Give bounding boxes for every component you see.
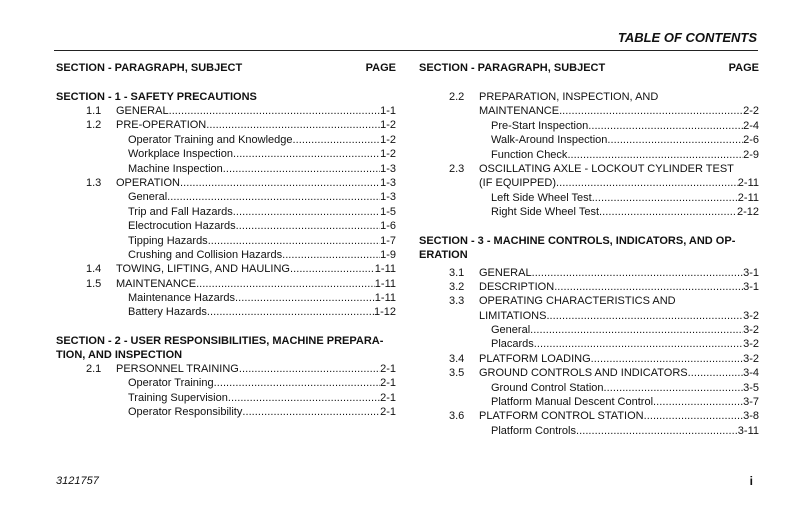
entry-page: 1-3 xyxy=(380,191,396,204)
toc-entry[interactable] xyxy=(419,337,759,351)
entry-page: 2-1 xyxy=(380,406,396,419)
toc-entry[interactable] xyxy=(56,205,396,219)
section-1-heading: SECTION - 1 - SAFETY PRECAUTIONS xyxy=(56,91,257,103)
toc-entry[interactable] xyxy=(419,352,759,366)
toc-entry[interactable] xyxy=(419,366,759,380)
entry-title: PRE-OPERATION xyxy=(116,119,207,132)
entry-page: 2-2 xyxy=(743,105,759,118)
entry-page: 1-6 xyxy=(380,220,396,233)
entry-title: OSCILLATING AXLE - LOCKOUT CYLINDER TEST xyxy=(479,162,734,175)
column-page-label: PAGE xyxy=(365,62,396,74)
entry-title: Workplace Inspection xyxy=(128,148,233,161)
entry-page: 2-1 xyxy=(380,377,396,390)
entry-title: Walk-Around Inspection xyxy=(491,134,608,147)
toc-entry[interactable] xyxy=(419,104,759,118)
entry-page: 2-4 xyxy=(743,119,759,132)
entry-number: 1.3 xyxy=(86,176,102,189)
entry-title: Operator Training xyxy=(128,377,214,390)
section-2-entries xyxy=(56,362,396,420)
section-3-heading-line2: ERATION xyxy=(419,248,468,261)
toc-entry[interactable] xyxy=(56,190,396,204)
entry-title: Pre-Start Inspection xyxy=(491,119,589,132)
entry-page: 3-2 xyxy=(743,338,759,351)
entry-title: GENERAL xyxy=(479,266,532,279)
toc-right-column xyxy=(419,62,759,438)
column-header xyxy=(419,62,759,76)
section-3-entries xyxy=(419,266,759,439)
entry-number: 3.4 xyxy=(449,352,465,365)
section-1-entries xyxy=(56,104,396,320)
entry-page: 3-1 xyxy=(743,280,759,293)
toc-entry[interactable] xyxy=(419,381,759,395)
section-2-heading xyxy=(56,334,396,362)
entry-title: DESCRIPTION xyxy=(479,280,555,293)
toc-entry[interactable] xyxy=(56,362,396,376)
entry-number: 1.1 xyxy=(86,105,102,117)
entry-title: Machine Inspection xyxy=(128,162,223,175)
toc-entry[interactable] xyxy=(419,162,759,176)
entry-page: 1-11 xyxy=(374,277,396,290)
entry-title: General xyxy=(128,191,168,204)
toc-entry[interactable] xyxy=(56,277,396,291)
toc-entry[interactable] xyxy=(56,405,396,419)
entry-page: 1-5 xyxy=(380,205,396,218)
entry-title: OPERATION xyxy=(116,176,180,189)
section-3-heading-line1: SECTION - 3 - MACHINE CONTROLS, INDICATORS, AND OP- xyxy=(419,234,736,247)
column-subject-label: SECTION - PARAGRAPH, SUBJECT xyxy=(56,62,243,74)
toc-entry[interactable] xyxy=(419,148,759,162)
entry-page: 3-7 xyxy=(743,396,759,409)
entry-number: 3.6 xyxy=(449,410,465,423)
toc-entry[interactable] xyxy=(419,90,759,104)
entry-title: Ground Control Station xyxy=(491,381,604,394)
entry-number: 2.2 xyxy=(449,91,465,103)
entry-page: 2-1 xyxy=(380,391,396,404)
entry-page: 3-4 xyxy=(743,367,759,380)
entry-title: (IF EQUIPPED) xyxy=(479,177,557,190)
entry-number: 1.4 xyxy=(86,263,102,276)
entry-page: 1-1 xyxy=(380,105,396,117)
entry-title: GENERAL xyxy=(116,105,169,117)
entry-page: 1-3 xyxy=(380,162,396,175)
section-2-heading-line1: SECTION - 2 - USER RESPONSIBILITIES, MACHINE PREPARA- xyxy=(56,334,384,347)
toc-entry[interactable] xyxy=(56,162,396,176)
entry-page: 1-9 xyxy=(380,248,396,261)
entry-page: 1-11 xyxy=(374,292,396,305)
entry-title: PERSONNEL TRAINING xyxy=(116,362,239,375)
entry-title: Crushing and Collision Hazards xyxy=(128,248,283,261)
entry-title: MAINTENANCE xyxy=(479,105,560,118)
entry-title: Electrocution Hazards xyxy=(128,220,236,233)
toc-entry[interactable] xyxy=(56,391,396,405)
page-header-title: TABLE OF CONTENTS xyxy=(617,30,757,45)
entry-number: 2.3 xyxy=(449,162,465,175)
toc-left-column xyxy=(56,62,396,419)
toc-entry[interactable] xyxy=(419,424,759,438)
entry-page: 3-1 xyxy=(743,266,759,279)
toc-entry[interactable] xyxy=(56,104,396,118)
toc-entry[interactable] xyxy=(419,395,759,409)
entry-page: 2-12 xyxy=(736,206,759,219)
toc-entry[interactable] xyxy=(56,118,396,132)
toc-entry[interactable] xyxy=(56,176,396,190)
toc-entry[interactable] xyxy=(419,309,759,323)
entry-title: PLATFORM CONTROL STATION xyxy=(479,410,644,423)
entry-page: 1-7 xyxy=(380,234,396,247)
toc-entry[interactable] xyxy=(419,280,759,294)
toc-entry[interactable] xyxy=(56,234,396,248)
entry-page: 2-9 xyxy=(743,148,759,161)
column-page-label: PAGE xyxy=(728,62,759,74)
entry-title: Function Check xyxy=(491,148,568,161)
toc-entry[interactable] xyxy=(56,305,396,319)
entry-title: OPERATING CHARACTERISTICS AND xyxy=(479,295,676,308)
toc-entry[interactable] xyxy=(56,248,396,262)
entry-title: PLATFORM LOADING xyxy=(479,352,591,365)
toc-entry[interactable] xyxy=(419,409,759,423)
entry-page: 1-2 xyxy=(380,148,396,161)
entry-title: Maintenance Hazards xyxy=(128,292,236,305)
entry-title: Operator Responsibility xyxy=(128,406,243,419)
section-2-continued-entries xyxy=(419,90,759,220)
entry-page: 1-11 xyxy=(374,263,396,276)
entry-title: Platform Controls xyxy=(491,424,576,437)
entry-number: 3.3 xyxy=(449,295,465,308)
toc-entry[interactable] xyxy=(56,147,396,161)
toc-entry[interactable] xyxy=(419,176,759,190)
entry-title: Trip and Fall Hazards xyxy=(128,205,233,218)
toc-entry[interactable] xyxy=(56,133,396,147)
entry-title: GROUND CONTROLS AND INDICATORS xyxy=(479,367,688,380)
toc-entry[interactable] xyxy=(56,262,396,276)
entry-page: 2-6 xyxy=(743,134,759,147)
entry-page: 1-3 xyxy=(380,176,396,189)
header-rule xyxy=(54,50,758,51)
entry-title: Right Side Wheel Test xyxy=(491,206,600,219)
entry-title: PREPARATION, INSPECTION, AND xyxy=(479,91,659,103)
entry-title: Placards xyxy=(491,338,534,351)
toc-entry[interactable] xyxy=(56,376,396,390)
toc-entry[interactable] xyxy=(419,266,759,280)
entry-number: 3.5 xyxy=(449,367,465,380)
entry-title: Battery Hazards xyxy=(128,306,207,319)
page-number: i xyxy=(749,474,753,488)
entry-page: 3-2 xyxy=(743,352,759,365)
column-subject-label: SECTION - PARAGRAPH, SUBJECT xyxy=(419,62,606,74)
document-number: 3121757 xyxy=(56,475,99,487)
toc-entry[interactable] xyxy=(419,133,759,147)
entry-page: 3-8 xyxy=(743,410,759,423)
toc-entry[interactable] xyxy=(56,219,396,233)
entry-number: 1.5 xyxy=(86,277,102,290)
entry-page: 2-11 xyxy=(737,191,759,204)
entry-page: 3-11 xyxy=(737,424,759,437)
entry-page: 1-2 xyxy=(380,133,396,146)
entry-page: 1-2 xyxy=(380,119,396,132)
entry-title: Training Supervision xyxy=(128,391,228,404)
entry-title: LIMITATIONS xyxy=(479,309,547,322)
section-2-heading-line2: TION, AND INSPECTION xyxy=(56,348,183,361)
toc-entry[interactable] xyxy=(419,119,759,133)
entry-page: 3-2 xyxy=(743,309,759,322)
entry-page: 2-1 xyxy=(380,362,396,375)
section-3-heading xyxy=(419,234,759,262)
entry-title: Left Side Wheel Test xyxy=(491,191,592,204)
entry-title: Operator Training and Knowledge xyxy=(128,133,293,146)
entry-number: 3.2 xyxy=(449,280,465,293)
entry-number: 3.1 xyxy=(449,266,465,279)
entry-number: 1.2 xyxy=(86,119,102,132)
entry-title: MAINTENANCE xyxy=(116,277,197,290)
entry-title: TOWING, LIFTING, AND HAULING xyxy=(116,263,290,276)
toc-entry[interactable] xyxy=(419,294,759,308)
entry-page: 1-12 xyxy=(373,306,396,319)
toc-entry[interactable] xyxy=(419,205,759,219)
entry-title: General xyxy=(491,324,531,337)
toc-entry[interactable] xyxy=(419,191,759,205)
toc-entry[interactable] xyxy=(56,291,396,305)
entry-page: 2-11 xyxy=(737,177,759,190)
entry-title: Tipping Hazards xyxy=(128,234,208,247)
entry-page: 3-2 xyxy=(743,324,759,337)
entry-title: Platform Manual Descent Control xyxy=(491,396,654,409)
entry-page: 3-5 xyxy=(743,381,759,394)
toc-entry[interactable] xyxy=(419,323,759,337)
entry-number: 2.1 xyxy=(86,362,102,375)
column-header xyxy=(56,62,396,76)
